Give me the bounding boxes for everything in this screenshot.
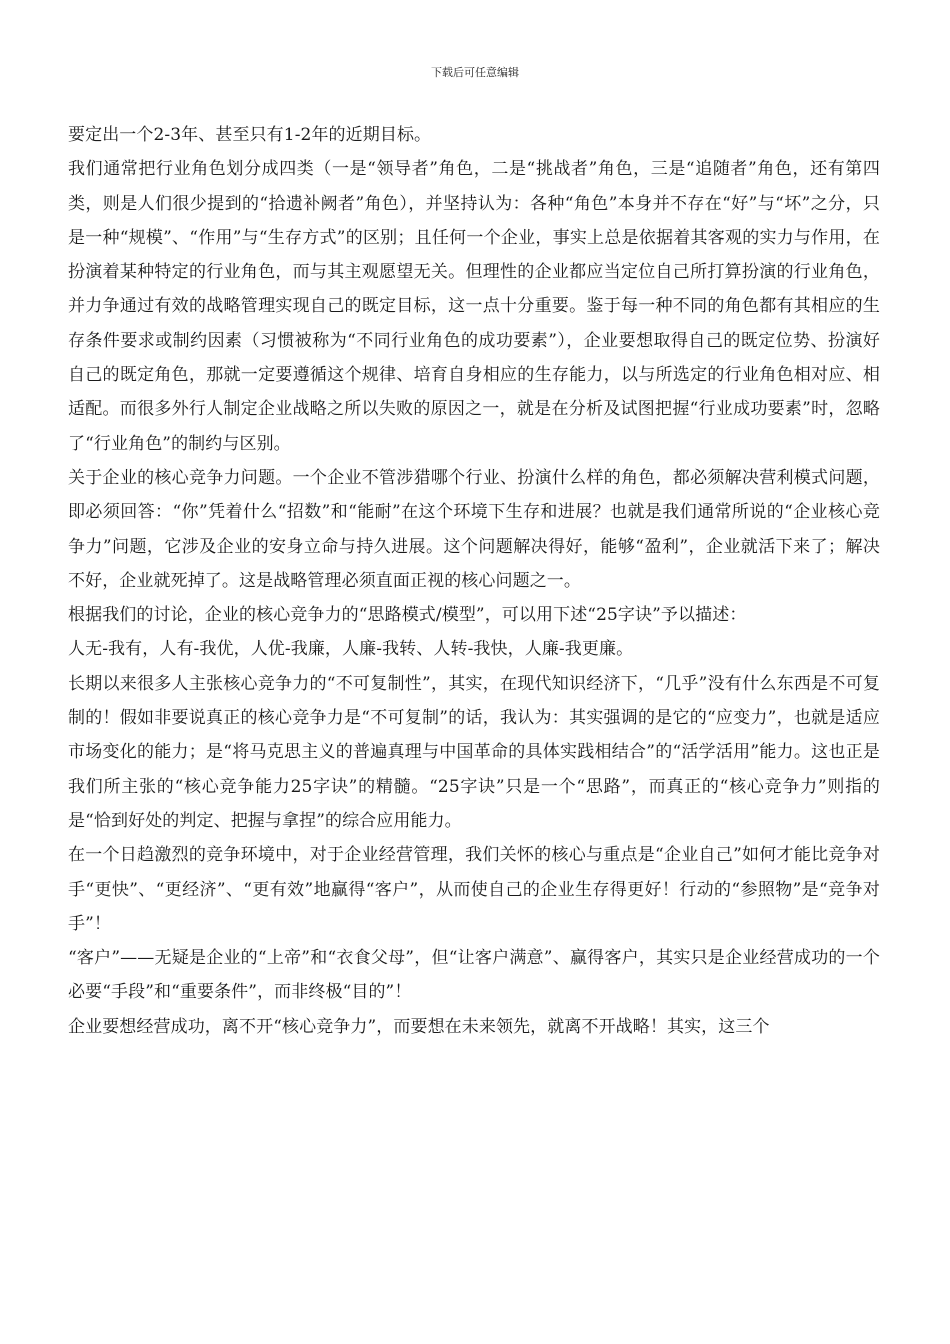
paragraph-2: 我们通常把行业角色划分成四类（一是“领导者”角色，二是“挑战者”角色，三是“追随者”角色，还有第四类，则是人们很少提到的“拾遗补阙者”角色），并坚持认为：各种“角色”本身并不存在“好”与“坏”之分，只是一种“规模”、“作用”与“生存方式”的区别；且任何一个企业，事实上总是依据着其客观的实力与作用，在扮演着某种特定的行业角色，而与其主观愿望无关。但理性的企业都应当定位自己所打算扮演的行业角色，并力争通过有效的战略管理实现自己的既定目标，这一点十分重要。鉴于每一种不同的角色都有其相应的生存条件要求或制约因素（习惯被称为“不同行业角色的成功要素”），企业要想取得自己的既定位势、扮演好自己的既定角色，那就一定要遵循这个规律、培育自身相应的生存能力，以与所选定的行业角色相对应、相适配。而很多外行人制定企业战略之所以失败的原因之一，就是在分析及试图把握“行业成功要素”时，忽略了“行业角色”的制约与区别。	[68, 159, 880, 454]
paragraph-9: 企业要想经营成功，离不开“核心竞争力”，而要想在未来领先，就离不开战略！其实，这三个	[68, 1016, 770, 1037]
page-header-note: 下载后可任意编辑	[431, 66, 519, 79]
paragraph-5: 人无-我有，人有-我优，人优-我廉，人廉-我转、人转-我快，人廉-我更廉。	[68, 639, 634, 660]
paragraph-8: “客户”——无疑是企业的“上帝”和“衣食父母”，但“让客户满意”、赢得客户，其实只是企业经营成功的一个必要“手段”和“重要条件”，而非终极“目的”！	[68, 948, 880, 1003]
document-body	[68, 118, 880, 1044]
paragraph-4: 根据我们的讨论，企业的核心竞争力的“思路模式/模型”，可以用下述“25字诀”予以描述：	[68, 605, 747, 626]
paragraph-6: 长期以来很多人主张核心竞争力的“不可复制性”，其实，在现代知识经济下，“几乎”没有什么东西是不可复制的！假如非要说真正的核心竞争力是“不可复制”的话，我认为：其实强调的是它的“应变力”，也就是适应市场变化的能力；是“将马克思主义的普遍真理与中国革命的具体实践相结合”的“活学活用”能力。这也正是我们所主张的“核心竞争能力25字诀”的精髓。“25字诀”只是一个“思路”，而真正的“核心竞争力”则指的是“恰到好处的判定、把握与拿捏”的综合应用能力。	[68, 673, 880, 831]
paragraph-1: 要定出一个2-3年、甚至只有1-2年的近期目标。	[68, 125, 432, 145]
paragraph-3: 关于企业的核心竞争力问题。一个企业不管涉猎哪个行业、扮演什么样的角色，都必须解决营利模式问题，即必须回答：“你”凭着什么“招数”和“能耐”在这个环境下生存和进展？也就是我们通常所说的“企业核心竞争力”问题，它涉及企业的安身立命与持久进展。这个问题解决得好，能够“盈利”，企业就活下来了；解决不好，企业就死掉了。这是战略管理必须直面正视的核心问题之一。	[68, 467, 880, 591]
paragraph-7: 在一个日趋激烈的竞争环境中，对于企业经营管理，我们关怀的核心与重点是“企业自己”如何才能比竞争对手“更快”、“更经济”、“更有效”地赢得“客户”，从而使自己的企业生存得更好！行动的“参照物”是“竞争对手”！	[68, 845, 880, 934]
